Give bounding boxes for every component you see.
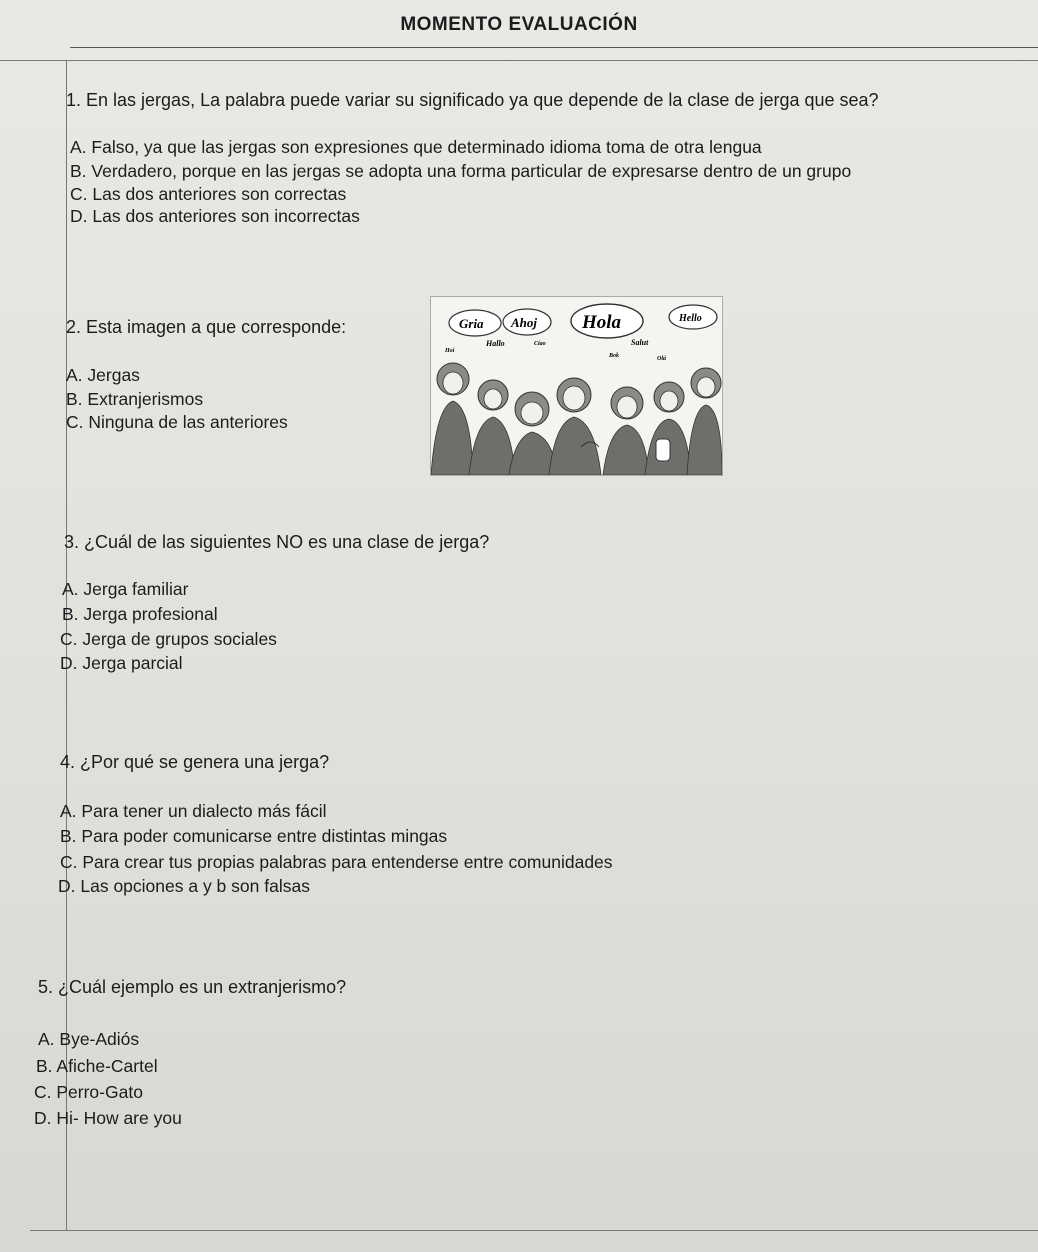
bubble-word-salut: Salut <box>631 338 649 347</box>
question-1-option-b: B. Verdadero, porque en las jergas se adopta una forma particular de expresarse dentro de un grupo <box>70 161 852 181</box>
question-1-option-c: C. Las dos anteriores son correctas <box>70 184 347 204</box>
bubble-word-hola: Hola <box>582 312 622 333</box>
title-underline <box>70 47 1038 48</box>
question-5-option-c: C. Perro-Gato <box>34 1082 143 1102</box>
bottom-rule <box>30 1230 1038 1231</box>
bubble-word-ciao: Ciao <box>534 341 546 347</box>
people-greeting-drawing <box>431 297 722 475</box>
bubble-word-bok: Bok <box>609 353 620 359</box>
question-3-option-d: D. Jerga parcial <box>60 653 183 673</box>
question-2-text: 2. Esta imagen a que corresponde: <box>66 317 347 337</box>
bubble-word-ahoj: Ahoj <box>511 315 538 330</box>
bubble-word-hoi: Hoi <box>445 348 455 354</box>
question-5-option-a: A. Bye-Adiós <box>38 1029 140 1049</box>
question-3-option-a: A. Jerga familiar <box>62 579 189 599</box>
question-4-option-c: C. Para crear tus propias palabras para entenderse entre comunidades <box>60 852 613 872</box>
question-4-text: 4. ¿Por qué se genera una jerga? <box>60 752 330 772</box>
question-5-option-b: B. Afiche-Cartel <box>36 1056 158 1076</box>
bubble-word-ola: Olá <box>657 356 666 362</box>
question-3-text: 3. ¿Cuál de las siguientes NO es una clase de jerga? <box>64 532 490 552</box>
question-5-text: 5. ¿Cuál ejemplo es un extranjerismo? <box>38 977 347 997</box>
bubble-word-hello: Hello <box>679 313 702 324</box>
bubble-word-hallo: Hallo <box>486 339 505 348</box>
question-1-text: 1. En las jergas, La palabra puede variar su significado ya que depende de la clase de jerga que sea? <box>66 90 879 110</box>
question-4-option-d: D. Las opciones a y b son falsas <box>58 876 310 896</box>
question-5-option-d: D. Hi- How are you <box>34 1108 182 1128</box>
question-4-option-b: B. Para poder comunicarse entre distintas mingas <box>60 826 448 846</box>
header-rule <box>0 60 1038 61</box>
page-title: MOMENTO EVALUACIÓN <box>400 14 638 35</box>
question-3-option-b: B. Jerga profesional <box>62 604 218 624</box>
greetings-illustration <box>430 296 723 476</box>
question-2-option-a: A. Jergas <box>66 365 140 385</box>
question-2-option-c: C. Ninguna de las anteriores <box>66 412 288 432</box>
question-1-option-d: D. Las dos anteriores son incorrectas <box>70 206 360 226</box>
bubble-word-gria: Gria <box>459 316 484 331</box>
question-1-option-a: A. Falso, ya que las jergas son expresiones que determinado idioma toma de otra lengua <box>70 137 762 157</box>
question-4-option-a: A. Para tener un dialecto más fácil <box>60 801 327 821</box>
question-2-option-b: B. Extranjerismos <box>66 389 204 409</box>
question-3-option-c: C. Jerga de grupos sociales <box>60 629 277 649</box>
